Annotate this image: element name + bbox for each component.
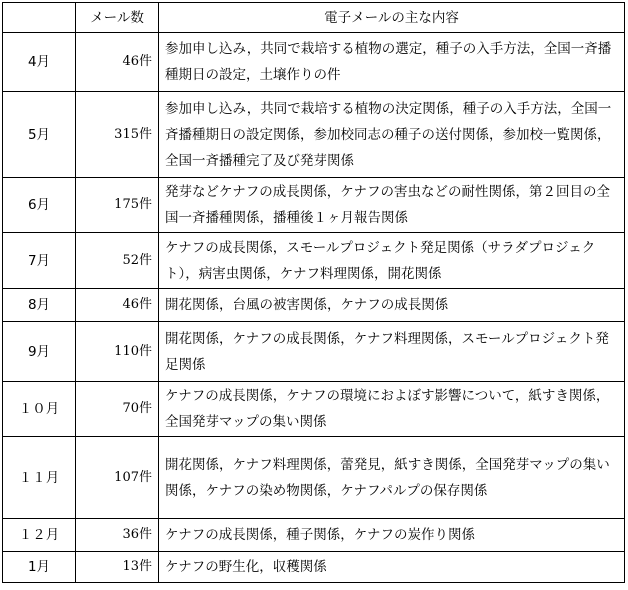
- content-cell: ケナフの成長関係，スモールプロジェクト発足関係（サラダプロジェクト），病害虫関係，ケナフ料理関係，開花関係: [159, 233, 625, 289]
- table-row: [3, 437, 625, 519]
- month-cell: 8月: [3, 289, 76, 322]
- email-summary-table: [2, 2, 625, 583]
- count-cell: 175件: [76, 178, 159, 233]
- month-cell: 9月: [3, 322, 76, 382]
- table-row: [3, 92, 625, 178]
- month-cell: １２月: [3, 519, 76, 552]
- month-cell: １０月: [3, 382, 76, 437]
- month-cell: 4月: [3, 33, 76, 92]
- count-cell: 110件: [76, 322, 159, 382]
- content-cell: ケナフの成長関係，種子関係，ケナフの炭作り関係: [159, 519, 625, 552]
- header-count: メール数: [76, 3, 159, 33]
- content-cell: ケナフの成長関係，ケナフの環境におよぼす影響について，紙すき関係，全国発芽マップの集い関係: [159, 382, 625, 437]
- month-cell: 1月: [3, 552, 76, 583]
- count-cell: 107件: [76, 437, 159, 519]
- content-cell: 開花関係，ケナフの成長関係，ケナフ料理関係，スモールプロジェクト発足関係: [159, 322, 625, 382]
- month-cell: 6月: [3, 178, 76, 233]
- count-cell: 46件: [76, 289, 159, 322]
- table-row: [3, 322, 625, 382]
- table-row: [3, 233, 625, 289]
- count-cell: 315件: [76, 92, 159, 178]
- table-row: [3, 33, 625, 92]
- count-cell: 46件: [76, 33, 159, 92]
- month-cell: 5月: [3, 92, 76, 178]
- count-cell: 13件: [76, 552, 159, 583]
- content-cell: ケナフの野生化，収穫関係: [159, 552, 625, 583]
- month-cell: １１月: [3, 437, 76, 519]
- count-cell: 36件: [76, 519, 159, 552]
- table-row: [3, 382, 625, 437]
- header-content: 電子メールの主な内容: [159, 3, 625, 33]
- table-row: [3, 289, 625, 322]
- content-cell: 開花関係，ケナフ料理関係，蕾発見，紙すき関係，全国発芽マップの集い関係，ケナフの染め物関係，ケナフパルプの保存関係: [159, 437, 625, 519]
- month-cell: 7月: [3, 233, 76, 289]
- content-cell: 参加申し込み，共同で栽培する植物の選定，種子の入手方法，全国一斉播種期日の設定，土壌作りの件: [159, 33, 625, 92]
- count-cell: 52件: [76, 233, 159, 289]
- header-month: [3, 3, 76, 33]
- table-row: [3, 552, 625, 583]
- content-cell: 開花関係，台風の被害関係，ケナフの成長関係: [159, 289, 625, 322]
- header-row: [3, 3, 625, 33]
- content-cell: 参加申し込み，共同で栽培する植物の決定関係，種子の入手方法，全国一斉播種期日の設定関係，参加校同志の種子の送付関係，参加校一覧関係，全国一斉播種完了及び発芽関係: [159, 92, 625, 178]
- count-cell: 70件: [76, 382, 159, 437]
- table-row: [3, 519, 625, 552]
- table-row: [3, 178, 625, 233]
- content-cell: 発芽などケナフの成長関係，ケナフの害虫などの耐性関係，第２回目の全国一斉播種関係，播種後１ヶ月報告関係: [159, 178, 625, 233]
